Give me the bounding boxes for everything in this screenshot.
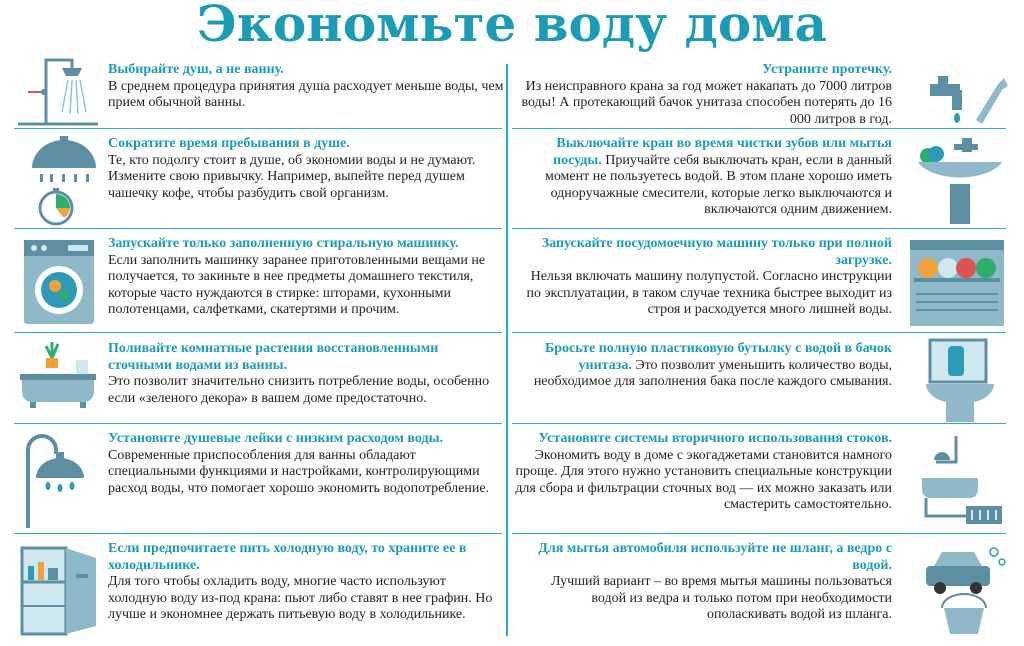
sink-icon: [914, 136, 1006, 226]
row-separator: [512, 332, 1006, 333]
tip-body: Экономить воду в доме с экогаджетами становится намного проще. Для этого нужно установить специальные конструкции для сбора и фильтрации сточных вод — их можно заказать или смастерить самостоятельно.: [515, 447, 892, 512]
shower-head-icon: [20, 430, 100, 530]
tip-left-5: [108, 431, 504, 497]
tip-right-4: [514, 341, 892, 391]
tip-body: Лучший вариант – во время мытья машины пользоваться водой из ведра и только потом при необходимости ополаскивать водой из шланга.: [551, 574, 892, 622]
tip-body: Приучайте себя выключать кран, если в данный момент не пользуетесь водой. В этом плане хорошо иметь одноручажные смесители, которые легко выключаются и включаются одним движением.: [544, 152, 892, 217]
tip-heading: Устраните протечку.: [762, 62, 892, 77]
tip-heading: Если предпочитаете пить холодную воду, то храните ее в холодильнике.: [108, 541, 467, 573]
tip-heading: Бросьте полную пластиковую бутылку с водой в бачок унитаза.: [545, 341, 892, 373]
row-separator: [14, 128, 502, 129]
tip-body: Нельзя включать машину полупустой. Согласно инструкции по эксплуатации, в таком случае техника быстрее выходит из строя и расходуется много лишней воды.: [526, 269, 892, 317]
tip-right-5: [514, 431, 892, 514]
tip-heading: Сократите время пребывания в душе.: [108, 136, 350, 151]
tip-left-3: [108, 236, 504, 319]
dishwasher-icon: [908, 238, 1006, 328]
tip-body: Те, кто подолгу стоит в душе, об экономии воды и не думают. Измените свою привычку. Например, выпейте перед душем чашечку кофе, чтобы разбудить свой организм.: [108, 152, 476, 201]
shower-timer-icon: [26, 136, 102, 228]
tip-heading: Установите душевые лейки с низким расходом воды.: [108, 431, 443, 446]
tip-left-1: [108, 62, 504, 112]
washing-machine-icon: [20, 238, 98, 326]
fridge-icon: [18, 544, 102, 636]
tip-heading: Запускайте только заполненную стиральную машинку.: [108, 236, 459, 251]
bathtub-plant-icon: [16, 338, 100, 410]
faucet-wrench-icon: [926, 70, 1010, 126]
row-separator: [14, 228, 502, 229]
page-title: Экономьте воду дома: [196, 0, 828, 53]
row-separator: [512, 228, 1006, 229]
tip-right-1: [514, 62, 892, 128]
tip-heading: Установите системы вторичного использования стоков.: [538, 431, 892, 446]
tip-right-2: [514, 136, 892, 219]
tip-heading: Выключайте кран во время чистки зубов или мытья посуды.: [553, 136, 892, 168]
tip-heading: Поливайте комнатные растения восстановленными сточными водами из ванны.: [108, 341, 439, 373]
row-separator: [14, 533, 502, 534]
tip-right-3: [514, 236, 892, 319]
tip-heading: Для мытья автомобиля используйте не шланг, а ведро с водой.: [538, 541, 892, 573]
tip-left-2: [108, 136, 504, 202]
row-separator: [512, 128, 1006, 129]
row-separator: [512, 533, 1006, 534]
car-bucket-icon: [920, 544, 1008, 636]
tip-body: Это позволит значительно снизить потребление воды, особенно если «зеленого декора» в вашем доме предостаточно.: [108, 374, 490, 406]
tip-body: Современные приспособления для ванны обладают специальными функциями и настройками, контролирующими расход воды, что помогает хорошо экономить водопотребление.: [108, 447, 490, 496]
toilet-bottle-icon: [922, 336, 1006, 424]
tip-heading: Выбирайте душ, а не ванну.: [108, 62, 284, 77]
row-separator: [14, 423, 502, 424]
tip-left-6: [108, 541, 504, 624]
tip-heading: Запускайте посудомоечную машину только при полной загрузке.: [541, 236, 892, 268]
row-separator: [14, 332, 502, 333]
column-divider: [506, 64, 508, 636]
tip-left-4: [108, 341, 504, 407]
tip-body: В среднем процедура принятия душа расходует меньше воды, чем прием обычной ванны.: [108, 78, 504, 110]
shower-icon: [16, 54, 100, 126]
tip-body: Это позволит уменьшить количество воды, необходимое для заполнения бака после каждого смывания.: [533, 357, 892, 389]
tip-body: Для того чтобы охладить воду, многие часто используют холодную воду из-под крана: пьют либо ставят в нее графин. Но лучше и экономнее держать питьевую воду в холодильнике.: [108, 574, 493, 622]
tip-body: Из неисправного крана за год может накапать до 7000 литров воды! А протекающий бачок унитаза способен потерять до 16 000 литров в год.: [521, 78, 892, 127]
water-recycling-icon: [916, 432, 1008, 528]
tip-body: Если заполнить машинку заранее приготовленными вещами не получается, то закиньте в нее предметы домашнего текстиля, которые часто нуждаются в стирке: шторами, кухонными полотенцами, салфетками, скатертями и прочим.: [108, 252, 486, 317]
tip-right-6: [514, 541, 892, 624]
